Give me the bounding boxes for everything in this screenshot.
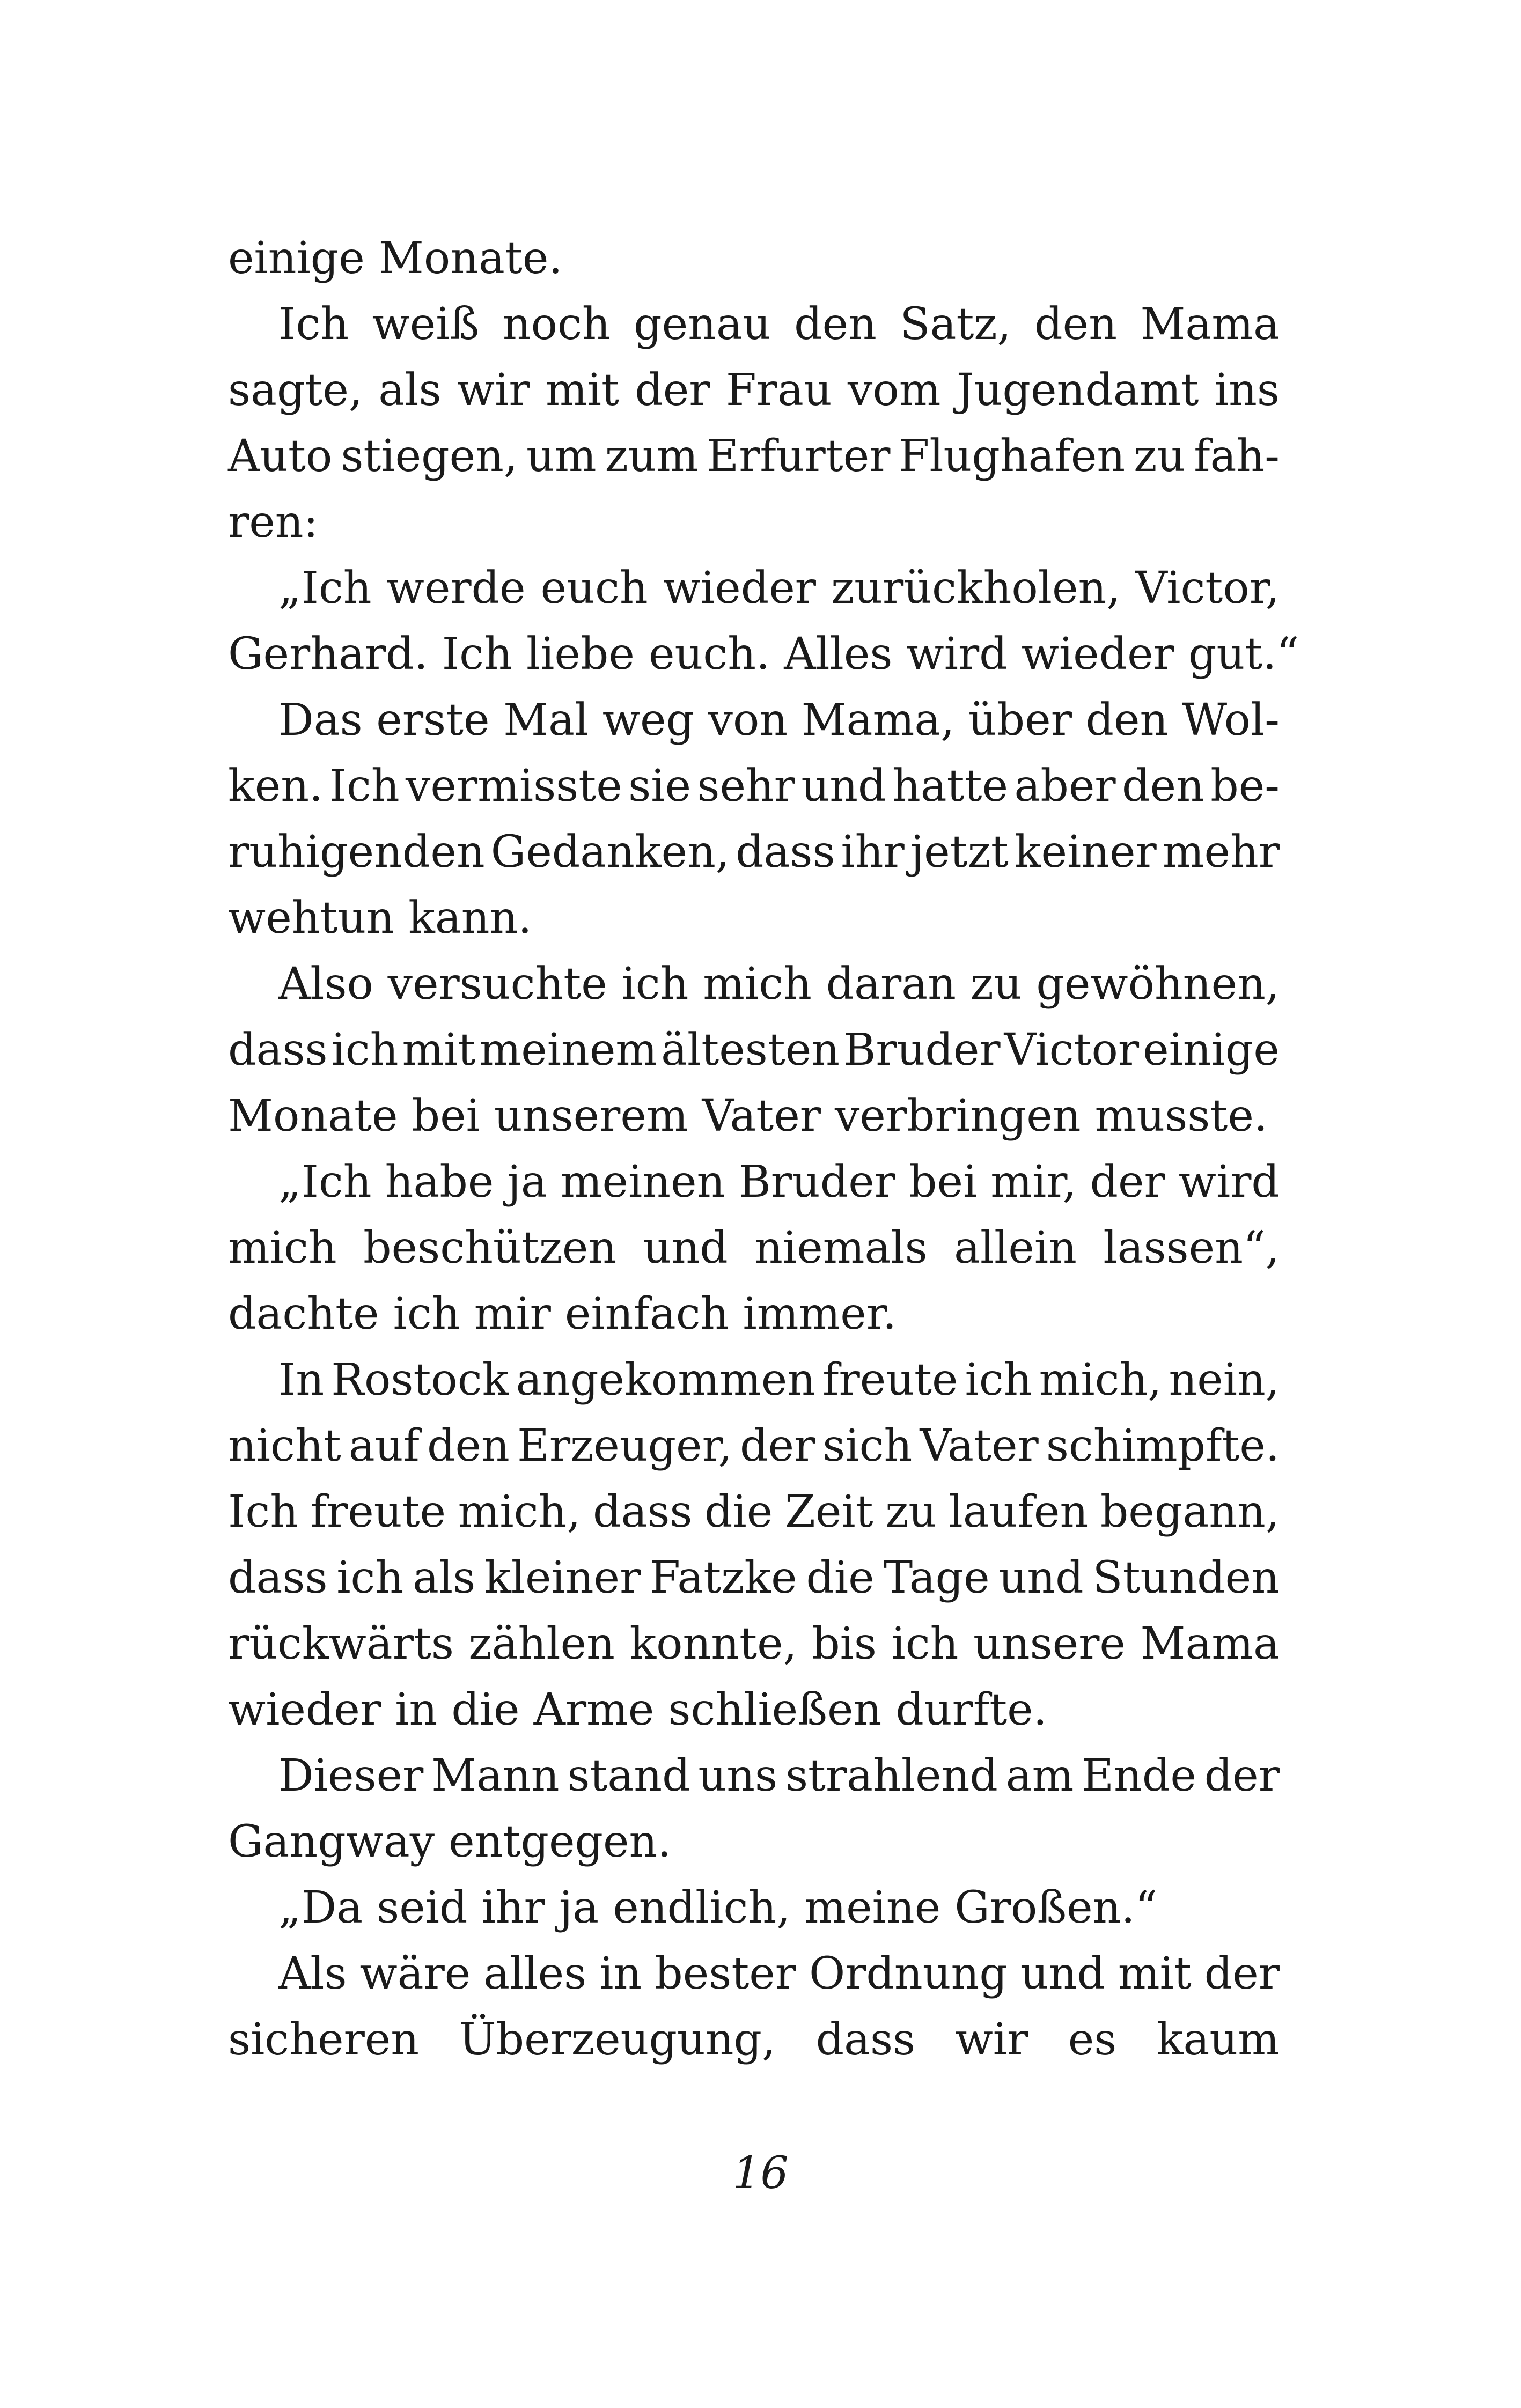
text-line [228,1215,1280,1281]
word: be- [1210,761,1280,812]
word: daran [826,959,956,1010]
text-line [228,1281,1280,1347]
word: wieder [663,563,816,614]
word: den [1122,761,1204,812]
word: wäre [359,1948,471,1999]
word: Also [278,959,373,1010]
word: und [643,1223,728,1273]
word: bis [812,1618,877,1669]
text-line [228,225,1280,291]
word: nein, [1169,1354,1280,1405]
word: über [968,695,1072,746]
line-text: Monate bei unserem Vater verbringen musste. [228,1091,1268,1142]
word: und [998,1552,1084,1603]
word: euch [540,563,648,614]
word: mit [402,1025,476,1076]
word: den [427,1420,510,1471]
word: ich [331,1025,399,1076]
word: aber [1014,761,1116,812]
word: „Ich [278,563,372,614]
word: kaum [1156,2014,1280,2065]
word: Stunden [1092,1552,1280,1603]
word: noch [502,299,611,350]
word: laufen [949,1486,1089,1537]
word: dass [228,1552,328,1603]
word: mich [703,959,812,1010]
word: hatte [892,761,1009,812]
word: mit [1118,1948,1192,1999]
word: die [806,1552,875,1603]
word: ich [891,1618,959,1669]
word: Fatzke [650,1552,797,1603]
word: Wol- [1181,695,1280,746]
word: sehr [697,761,796,812]
word: dass [815,2014,916,2065]
line-text: „Da seid ihr ja endlich, meine Großen.“ [278,1882,1158,1933]
text-line [228,423,1280,489]
word: den [1034,299,1118,350]
text-line [228,819,1280,885]
text-line [228,1809,1280,1875]
word: jetzt [910,827,1009,878]
word: gewöhnen, [1036,959,1280,1010]
word: vom [848,365,941,416]
word: zurückholen, [831,563,1121,614]
word: am [1005,1750,1074,1801]
word: den [1085,695,1169,746]
word: nicht [228,1420,341,1471]
word: auf [348,1420,420,1471]
word: Erzeuger, [517,1420,732,1471]
word: in [599,1948,642,1999]
text-line [228,291,1280,357]
word: wir [955,2014,1028,2065]
word: ihr [841,827,905,878]
word: angekommen [516,1354,816,1405]
text-line [228,1677,1280,1743]
word: keiner [1014,827,1157,878]
word: schimpfte. [1046,1420,1280,1471]
word: meinem [479,1025,658,1076]
word: lassen“, [1103,1223,1280,1273]
word: In [278,1354,325,1405]
word: „Ich [278,1157,372,1207]
word: den [794,299,877,350]
word: einige [1143,1025,1280,1076]
word: Bruder [843,1025,1001,1076]
word: mir, [990,1157,1077,1207]
word: ja [507,1157,547,1207]
word: wir [457,365,530,416]
page-number: 16 [732,2148,789,2199]
text-line [228,2007,1280,2073]
word: als [413,1552,476,1603]
word: zählen [468,1618,615,1669]
word: dass [592,1486,693,1537]
word: weg [602,695,695,746]
text-line [228,357,1280,423]
word: von [708,695,788,746]
word: und [801,761,886,812]
word: mit [545,365,619,416]
word: zu [1134,431,1186,482]
word: Vater [920,1420,1039,1471]
word: bei [908,1157,978,1207]
word: alles [483,1948,587,1999]
word: Auto [228,431,333,482]
word: Rostock [331,1354,509,1405]
word: unsere [973,1618,1126,1669]
text-line [228,885,1280,951]
word: Ich [329,761,400,812]
word: der [739,1420,815,1471]
word: freute [310,1486,446,1537]
word: fah- [1194,431,1280,482]
word: mich, [458,1486,581,1537]
word: zum [605,431,699,482]
word: der [1204,1948,1280,1999]
word: Victor [1004,1025,1140,1076]
word: kleiner [484,1552,641,1603]
text-line [228,687,1280,753]
word: sicheren [228,2014,420,2065]
word: Ich [278,299,349,350]
text-line [228,1017,1280,1083]
word: zu [885,1486,937,1537]
word: ich [965,1354,1032,1405]
line-text: ren: [228,497,319,548]
word: versuchte [387,959,607,1010]
word: Mal [503,695,589,746]
text-line [228,489,1280,555]
word: weiß [372,299,480,350]
text-line [228,1875,1280,1941]
line-text: Gangway entgegen. [228,1816,672,1867]
word: habe [385,1157,494,1207]
word: ken. [228,761,324,812]
word: freute [822,1354,958,1405]
text-line [228,1149,1280,1215]
word: werde [386,563,526,614]
word: sagte, [228,365,363,416]
word: Mama [1140,1618,1280,1669]
word: niemals [754,1223,928,1273]
line-text: einige Monate. [228,233,563,284]
word: Bruder [738,1157,895,1207]
word: ich [336,1552,404,1603]
word: es [1068,2014,1117,2065]
word: um [526,431,597,482]
word: Jugendamt [956,365,1199,416]
word: sie [628,761,691,812]
line-text: Gerhard. Ich liebe euch. Alles wird wieder gut.“ [228,629,1299,680]
word: Erfurter [707,431,891,482]
line-text: wieder in die Arme schließen durfte. [228,1684,1047,1735]
word: begann, [1100,1486,1280,1537]
text-line [228,1545,1280,1611]
word: wird [1178,1157,1280,1207]
word: der [635,365,710,416]
word: uns [698,1750,778,1801]
line-text: dachte ich mir einfach immer. [228,1288,897,1339]
word: als [378,365,442,416]
text-line [228,1347,1280,1413]
word: strahlend [785,1750,998,1801]
word: und [1020,1948,1105,1999]
word: Mann [431,1750,560,1801]
word: dass [735,827,835,878]
word: mehr [1162,827,1280,878]
text-line [228,1413,1280,1479]
word: stand [567,1750,690,1801]
word: Überzeugung, [459,2014,776,2065]
word: beschützen [363,1223,617,1273]
word: Ich [228,1486,299,1537]
word: ruhigenden [228,827,485,878]
word: die [704,1486,773,1537]
word: Mama [1140,299,1280,350]
word: dass [228,1025,328,1076]
text-line [228,1941,1280,2007]
body-text [228,225,1299,2073]
text-line [228,555,1280,621]
word: Zeit [784,1486,873,1537]
text-line [228,753,1280,819]
word: vermisste [406,761,622,812]
line-text: wehtun kann. [228,893,532,944]
word: mich [228,1223,337,1273]
text-line [228,621,1299,687]
text-line [228,1479,1280,1545]
word: Dieser [278,1750,424,1801]
word: stiegen, [341,431,518,482]
word: rückwärts [228,1618,454,1669]
word: ältesten [661,1025,840,1076]
word: zu [970,959,1022,1010]
word: Ordnung [809,1948,1008,1999]
word: Mama, [801,695,955,746]
word: ich [621,959,689,1010]
word: Als [278,1948,347,1999]
word: meinen [560,1157,725,1207]
word: Flughafen [899,431,1126,482]
word: Das [278,695,363,746]
word: der [1090,1157,1165,1207]
word: genau [634,299,771,350]
word: sich [822,1420,913,1471]
word: Satz, [900,299,1011,350]
word: Gedanken, [490,827,730,878]
word: Frau [725,365,832,416]
word: Tage [883,1552,990,1603]
word: Victor, [1135,563,1280,614]
text-line [228,1611,1280,1677]
word: mich, [1039,1354,1162,1405]
text-line [228,1083,1280,1149]
word: konnte, [629,1618,797,1669]
word: ins [1214,365,1280,416]
word: bester [655,1948,796,1999]
word: der [1204,1750,1280,1801]
word: erste [376,695,490,746]
word: allein [954,1223,1077,1273]
text-line [228,1743,1280,1809]
text-line [228,951,1280,1017]
word: Ende [1082,1750,1196,1801]
